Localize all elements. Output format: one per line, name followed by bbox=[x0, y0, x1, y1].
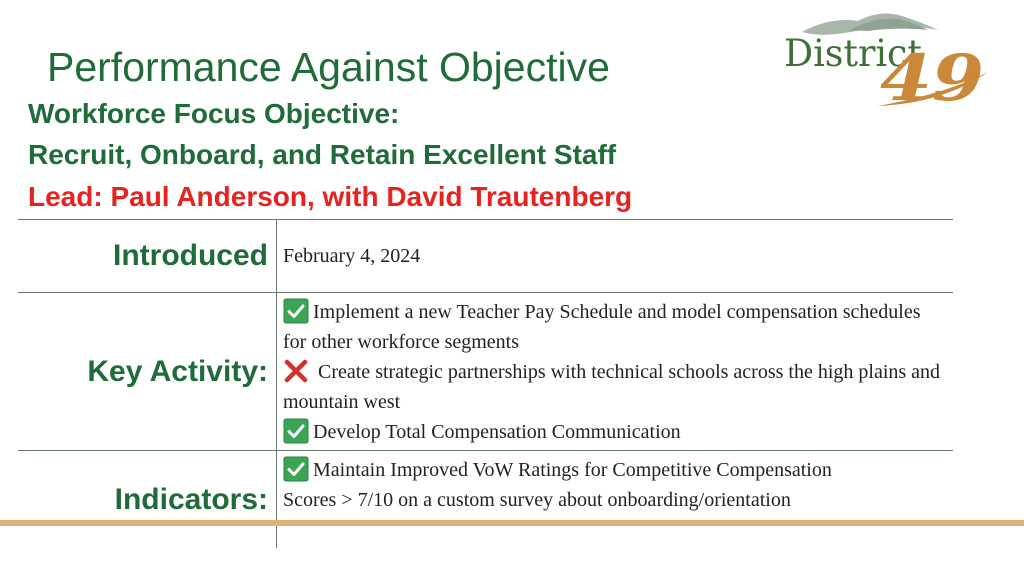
indicator-item-text: Scores > 7/10 on a custom survey about onboarding/orientation bbox=[283, 489, 791, 511]
introduced-label: Introduced bbox=[113, 239, 268, 272]
logo-word: District bbox=[784, 32, 923, 75]
key-activity-item-text: Create strategic partnerships with technical schools across the high plains and mountain west bbox=[283, 361, 941, 413]
green-check-icon bbox=[283, 456, 309, 482]
key-activity-item bbox=[283, 297, 948, 357]
key-activity-label: Key Activity: bbox=[87, 355, 268, 388]
indicator-item bbox=[283, 455, 948, 485]
indicator-item bbox=[283, 485, 948, 515]
page-title: Performance Against Objective bbox=[47, 44, 610, 90]
key-activity-item bbox=[283, 417, 948, 447]
key-activity-item-text: Implement a new Teacher Pay Schedule and model compensation schedules for other workforce segments bbox=[283, 301, 921, 353]
objective-heading: Workforce Focus Objective: bbox=[28, 98, 400, 129]
row-divider-key-activity bbox=[18, 450, 953, 451]
lead-line: Lead: Paul Anderson, with David Trautenberg bbox=[28, 181, 633, 212]
district-49-logo bbox=[780, 8, 994, 112]
table-top-rule bbox=[18, 219, 953, 220]
logo-number: 49 bbox=[880, 41, 984, 112]
column-divider bbox=[276, 219, 277, 548]
key-activity-list bbox=[283, 297, 948, 447]
indicators-label: Indicators: bbox=[114, 483, 268, 516]
gold-footer-rule bbox=[0, 520, 1024, 526]
green-check-icon bbox=[283, 418, 309, 444]
indicator-item-text: Maintain Improved VoW Ratings for Competitive Compensation bbox=[313, 459, 832, 481]
introduced-date bbox=[283, 241, 948, 271]
red-x-icon bbox=[283, 358, 309, 384]
green-check-icon bbox=[283, 298, 309, 324]
row-divider-introduced bbox=[18, 292, 953, 293]
objective-name: Recruit, Onboard, and Retain Excellent Staff bbox=[28, 139, 617, 170]
key-activity-item-text: Develop Total Compensation Communication bbox=[313, 421, 681, 443]
indicators-list bbox=[283, 455, 948, 515]
introduced-date-text: February 4, 2024 bbox=[283, 245, 421, 267]
key-activity-item bbox=[283, 357, 948, 417]
